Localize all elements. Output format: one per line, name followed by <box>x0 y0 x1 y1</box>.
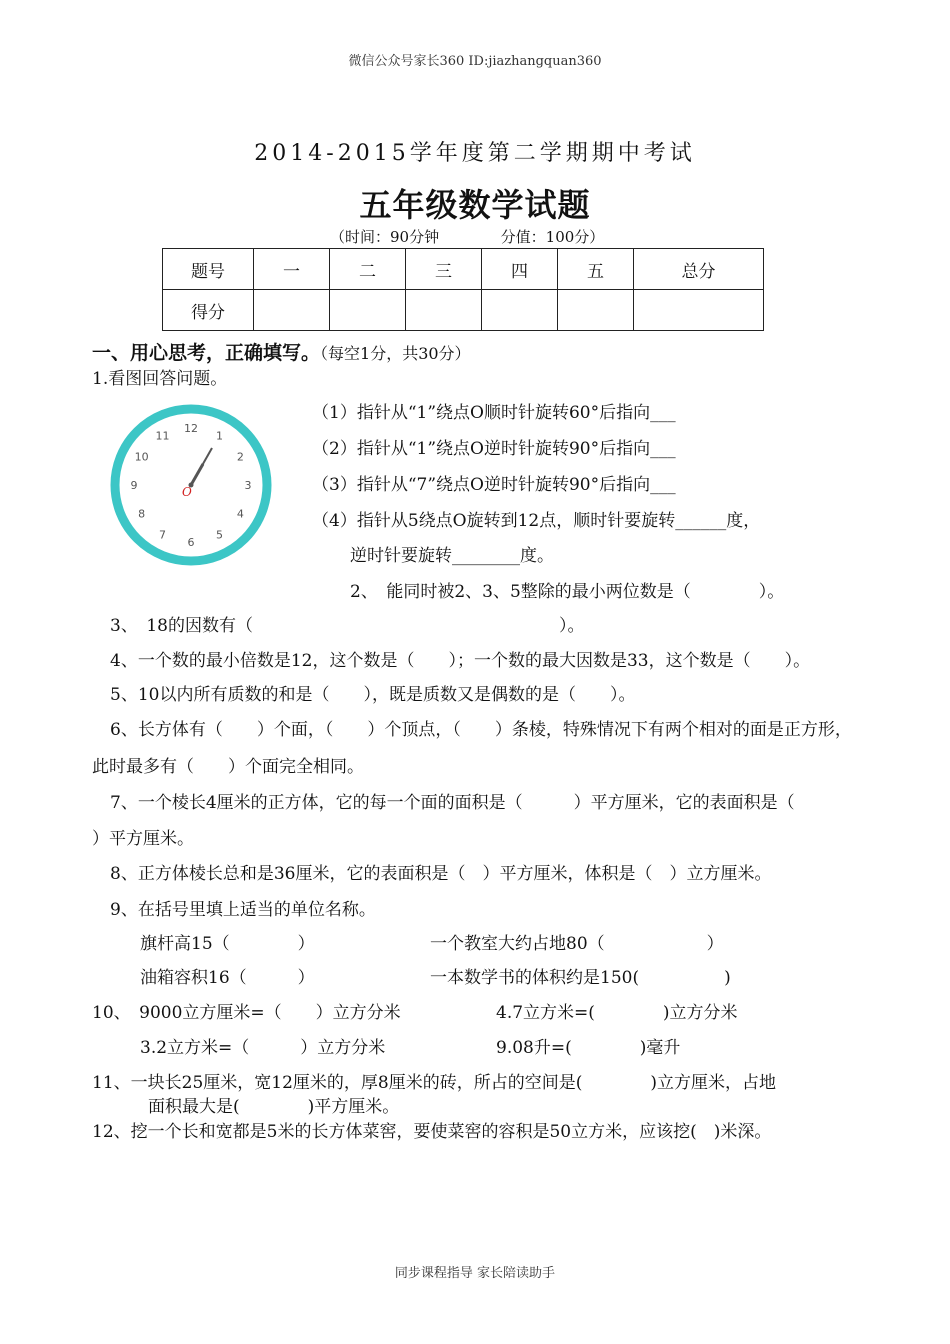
score-cell: 一 <box>254 249 330 290</box>
q1-item-3: （3）指针从“7”绕点O逆时针旋转90°后指向___ <box>312 475 676 495</box>
clock-number: 1 <box>216 429 223 443</box>
clock-number: 7 <box>159 528 166 542</box>
exam-time: （时间：90分钟 <box>330 228 440 246</box>
q1-item-4: （4）指针从5绕点O旋转到12点，顺时针要旋转______度， <box>312 511 761 531</box>
score-input-cell[interactable] <box>330 290 406 331</box>
score-input-cell[interactable] <box>558 290 634 331</box>
section-heading <box>92 338 471 365</box>
q11-line-2: 面积最大是( )平方厘米。 <box>148 1097 400 1117</box>
score-cell: 五 <box>558 249 634 290</box>
q8: 8、正方体棱长总和是36厘米，它的表面积是（ ）平方厘米，体积是（ ）立方厘米。 <box>110 864 772 884</box>
clock-number: 8 <box>138 507 146 521</box>
score-input-cell[interactable] <box>254 290 330 331</box>
clock-number: 9 <box>130 479 138 492</box>
score-label: 得分 <box>163 290 254 331</box>
q7-line-2: ）平方厘米。 <box>92 829 194 849</box>
q10-item-4: 9.08升=( )毫升 <box>496 1038 681 1058</box>
q9-item-4: 一本数学书的体积约是150( ) <box>430 968 731 988</box>
score-table-header-row <box>163 249 764 290</box>
q9-item-1: 旗杆高15（ ） <box>140 934 315 954</box>
clock-number: 4 <box>236 507 244 521</box>
q10-item-3: 3.2立方米=（ ）立方分米 <box>140 1038 386 1058</box>
score-input-cell[interactable] <box>634 290 764 331</box>
score-table-score-row <box>163 290 764 331</box>
exam-title: 2014-2015学年度第二学期期中考试 <box>254 141 696 166</box>
q6-line-2: 此时最多有（ ）个面完全相同。 <box>92 757 364 777</box>
header-note: 微信公众号家长360 ID:jiazhangquan360 <box>348 54 602 69</box>
section-note: （每空1分，共30分） <box>320 344 471 363</box>
q5: 5、10以内所有质数的和是（ ），既是质数又是偶数的是（ ）。 <box>110 685 636 705</box>
q9-item-3: 油箱容积16（ ） <box>140 968 315 988</box>
clock-number: 10 <box>134 450 149 464</box>
q7-line-1: 7、一个棱长4厘米的正方体，它的每一个面的面积是（ ）平方厘米，它的表面积是（ <box>110 793 795 813</box>
q10-item-2: 4.7立方米=( )立方分米 <box>496 1003 738 1023</box>
score-input-cell[interactable] <box>482 290 558 331</box>
q11-line-1: 11、一块长25厘米，宽12厘米的，厚8厘米的砖，所占的空间是( )立方厘米，占地 <box>92 1073 776 1093</box>
score-table <box>162 248 764 331</box>
section-title: 一、用心思考，正确填写。 <box>92 342 321 364</box>
q2: 2、 能同时被2、3、5整除的最小两位数是（ ）。 <box>350 582 785 602</box>
score-input-cell[interactable] <box>406 290 482 331</box>
q1-item-5: 逆时针要旋转________度。 <box>350 546 554 566</box>
clock-number: 3 <box>244 479 252 492</box>
score-cell: 三 <box>406 249 482 290</box>
q1-item-2: （2）指针从“1”绕点O逆时针旋转90°后指向___ <box>312 439 676 459</box>
exam-meta <box>330 226 604 247</box>
clock-center-label: O <box>182 485 192 499</box>
q1-prompt: 1.看图回答问题。 <box>92 369 228 389</box>
q9-item-2: 一个教室大约占地80（ ） <box>430 934 724 954</box>
q4: 4、一个数的最小倍数是12，这个数是（ ）；一个数的最大因数是33，这个数是（ ）。 <box>110 651 811 671</box>
clock-figure <box>108 402 274 568</box>
main-title: 五年级数学试题 <box>359 186 591 224</box>
score-cell: 题号 <box>163 249 254 290</box>
score-cell: 二 <box>330 249 406 290</box>
score-cell: 总分 <box>634 249 764 290</box>
score-cell: 四 <box>482 249 558 290</box>
footer-note: 同步课程指导 家长陪读助手 <box>394 1266 556 1281</box>
clock-number: 11 <box>155 429 170 443</box>
clock-number: 6 <box>187 536 195 549</box>
q10-item-1: 10、 9000立方厘米=（ ）立方分米 <box>92 1003 401 1023</box>
q3: 3、 18的因数有（ ）。 <box>110 616 585 636</box>
q1-item-1: （1）指针从“1”绕点O顺时针旋转60°后指向___ <box>312 403 676 423</box>
exam-score: 分值：100分） <box>500 228 605 246</box>
q9: 9、在括号里填上适当的单位名称。 <box>110 900 376 920</box>
q6-line-1: 6、长方体有（ ）个面，（ ）个顶点，（ ）条棱，特殊情况下有两个相对的面是正方形， <box>110 720 852 740</box>
clock-number: 5 <box>216 528 223 542</box>
clock-number: 12 <box>184 422 198 435</box>
clock-number: 2 <box>236 450 244 464</box>
q12: 12、挖一个长和宽都是5米的长方体菜窖，要使菜窖的容积是50立方米，应该挖( )米深。 <box>92 1122 772 1142</box>
